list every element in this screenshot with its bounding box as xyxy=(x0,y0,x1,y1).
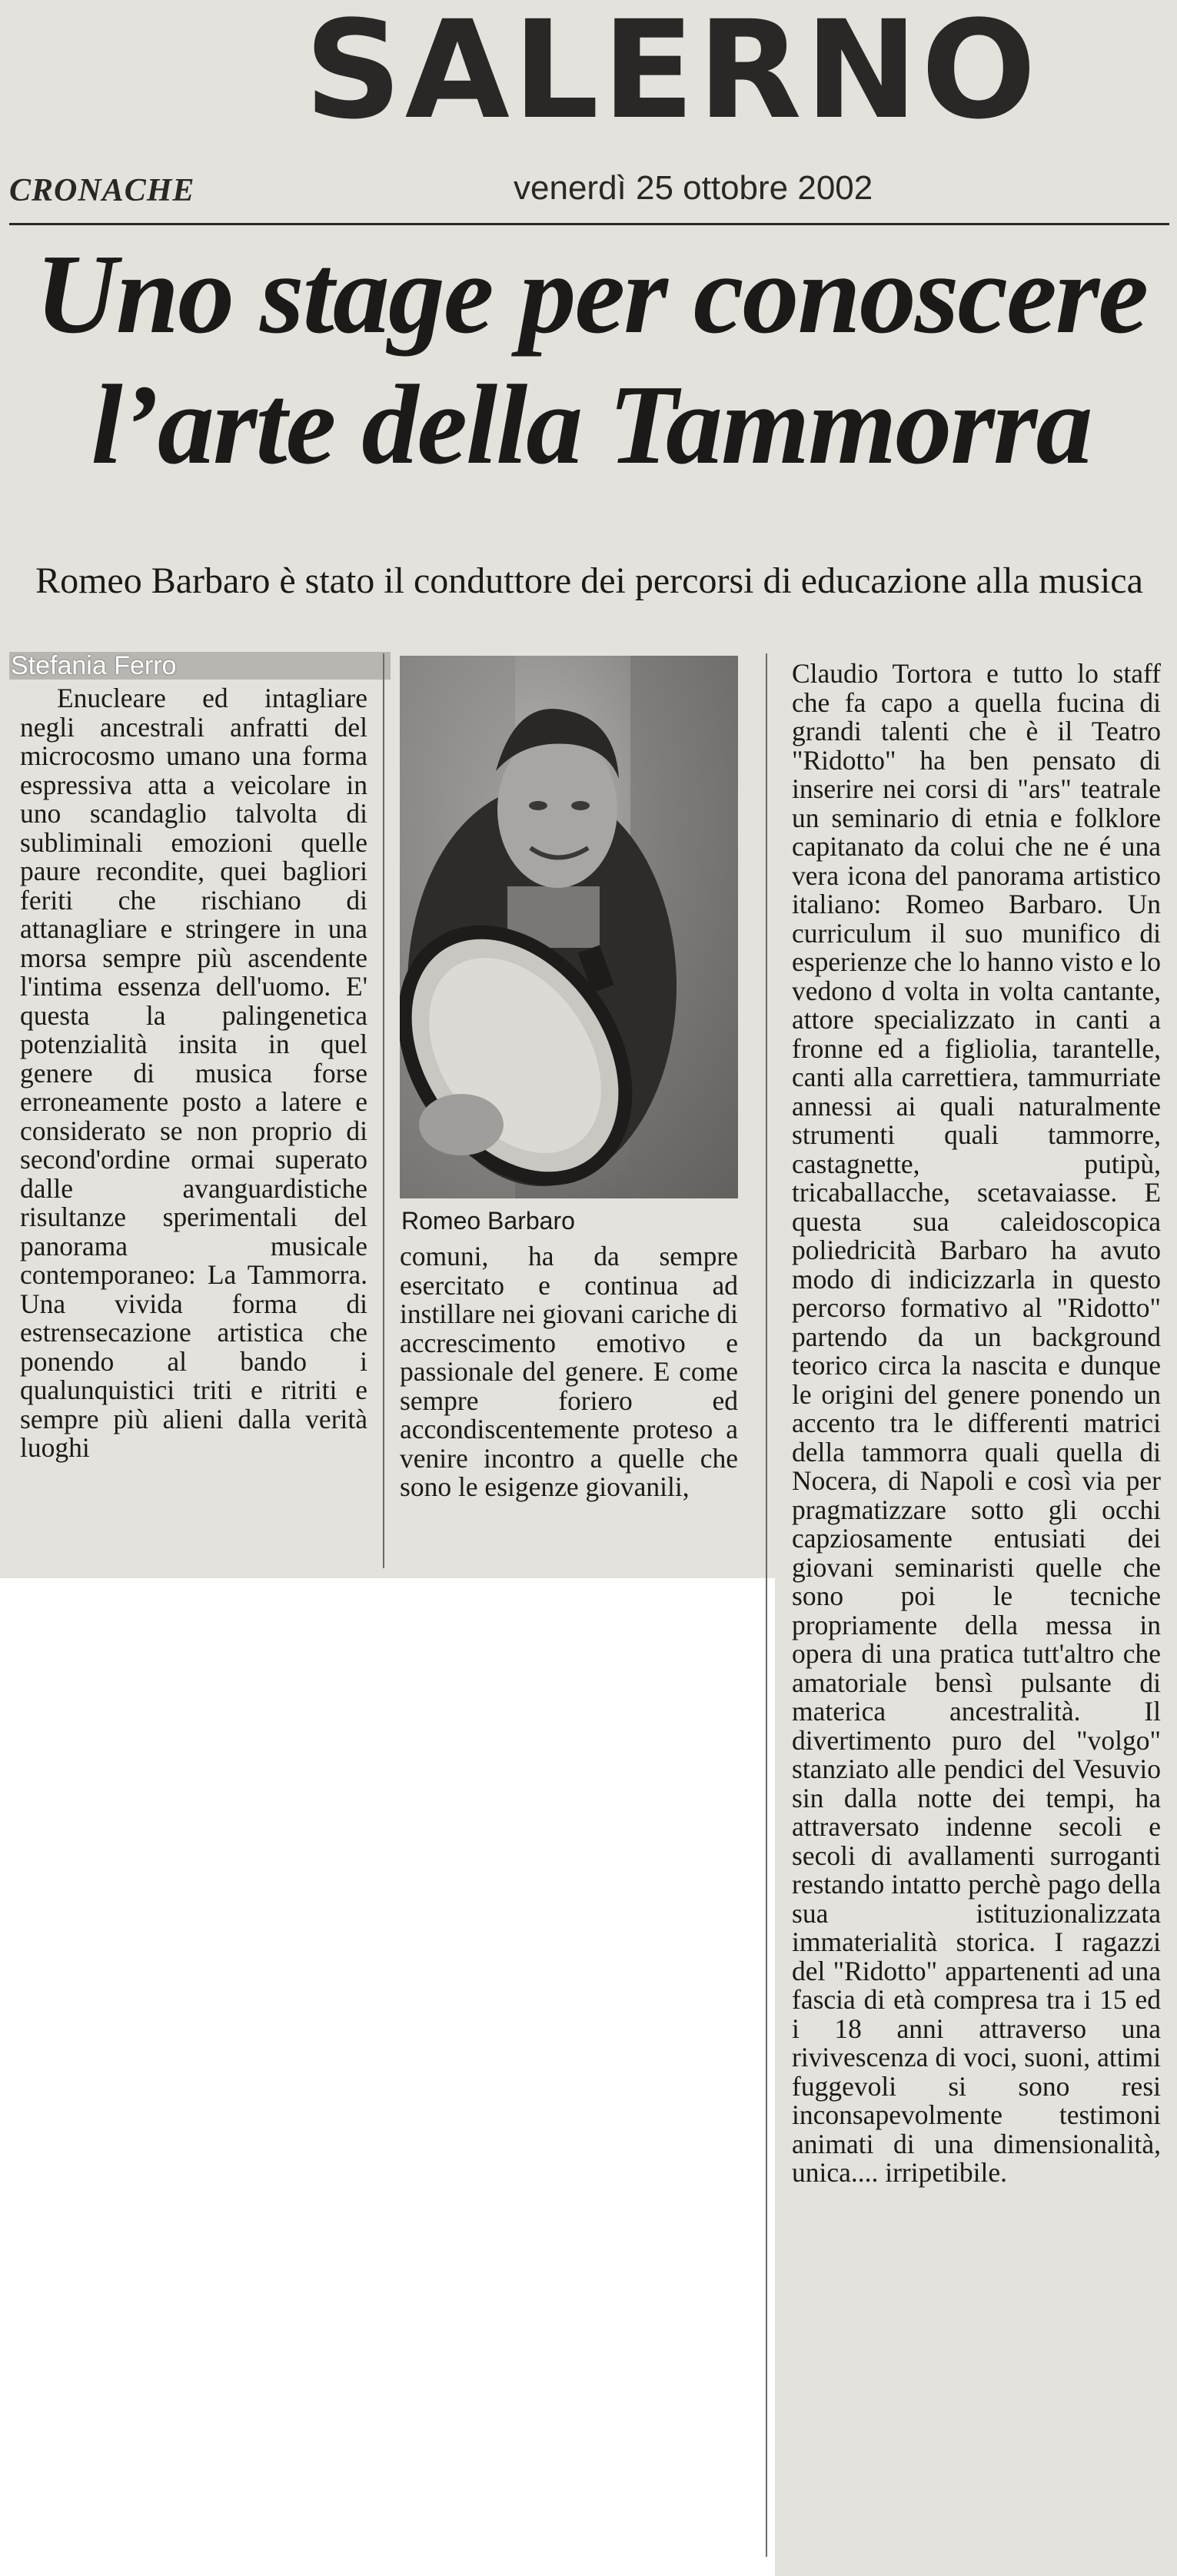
issue-date: venerdì 25 ottobre 2002 xyxy=(514,169,873,207)
article-column-1 xyxy=(20,684,367,1463)
header-rule xyxy=(9,223,1169,225)
section-logo: CRONACHE xyxy=(9,173,195,208)
subtitle: Romeo Barbaro è stato il conduttore dei percorsi di educazione alla musica xyxy=(35,560,1143,601)
photo-illustration xyxy=(400,656,738,1198)
article-column-3 xyxy=(792,660,1161,2188)
headline-line-1: Uno stage per conoscere xyxy=(35,231,1148,357)
article-column-2 xyxy=(400,1242,738,1502)
column-1-text: Enucleare ed intagliare negli ancestrali anfratti del microcosmo umano una forma espressiva atta a veicolare in uno scandaglio talvolta di subliminali emozioni quelle paure recondite, quei bagliori feriti che rischiano di attanagliare e stringere in una morsa sempre più ascendente l'intima essenza dell'uomo. E' questa la palingenetica potenzialità insita in quel genere di musica forse erroneamente posto a latere e considerato se non proprio di second'ordine ormai superato dalle avanguardistiche risultanze sperimentali del panorama musicale contemporaneo: La Tammorra. Una vivida forma di estrensecazione artistica che ponendo al bando i qualunquistici triti e ritriti e sempre più alieni dalla verità luoghi xyxy=(20,683,367,1463)
column-divider-2 xyxy=(766,653,767,2557)
masthead-title: SALERNO xyxy=(304,0,1039,148)
column-divider-1 xyxy=(383,653,384,1568)
column-2-text: comuni, ha da sempre esercitato e continua ad instillare nei giovani cariche di accrescimento emotivo e passionale del genere. E come sempre foriero ed accondiscentemente proteso a venire incontro a quelle che sono le esigenze giovanili, xyxy=(400,1241,738,1502)
photo-romeo-barbaro xyxy=(400,656,738,1198)
headline xyxy=(18,229,1164,490)
headline-line-2: l’arte della Tammorra xyxy=(91,362,1092,488)
byline: Stefania Ferro xyxy=(11,651,177,680)
column-3-text: Claudio Tortora e tutto lo staff che fa capo a quella fucina di grandi talenti che è il Teatro "Ridotto" ha ben pensato di inserire nei corsi di "ars" teatrale un seminario di etnia e folklore capitanato da colui che ne é una vera icona del panorama artistico italiano: Romeo Barbaro. Un curriculum il suo munifico di esperienze che lo hanno visto e lo vedono d volta in volta cantante, attore specializzato in canti a fronne ed a figliolia, tarantelle, canti alla carrettiera, tammurriate annessi ai quali naturalmente strumenti quali tammorre, castagnette, putipù, tricaballacche, scetavaiasse. E questa sua caleidoscopica poliedricità Barbaro ha avuto modo di indicizzarla in questo percorso formativo al "Ridotto" partendo da un background teorico circa la nascita e dunque le origini del genere ponendo un accento tra le differenti matrici della tammorra quali quella di Nocera, di Napoli e così via per pragmatizzare sotto gli occhi capziosamente entusiati dei giovani seminaristi quelle che sono poi le tecniche propriamente della messa in opera di una pratica tutt'altro che amatoriale bensì pulsante di materica ancestralità. Il divertimento puro del "volgo" stanziato alle pendici del Vesuvio sin dalla notte dei tempi, ha attraversato indenne secoli e secoli di avallamenti surroganti restando intatto perchè pago della sua istituzionalizzata immaterialità storica. I ragazzi del "Ridotto" appartenenti ad una fascia di età compresa tra i 15 ed i 18 anni attraverso una rivivescenza di voci, suoni, attimi fuggevoli si sono resi inconsapevolmente testimoni animati di una dimensionalità, unica.... irripetibile. xyxy=(792,658,1161,2188)
photo-caption: Romeo Barbaro xyxy=(401,1207,575,1235)
